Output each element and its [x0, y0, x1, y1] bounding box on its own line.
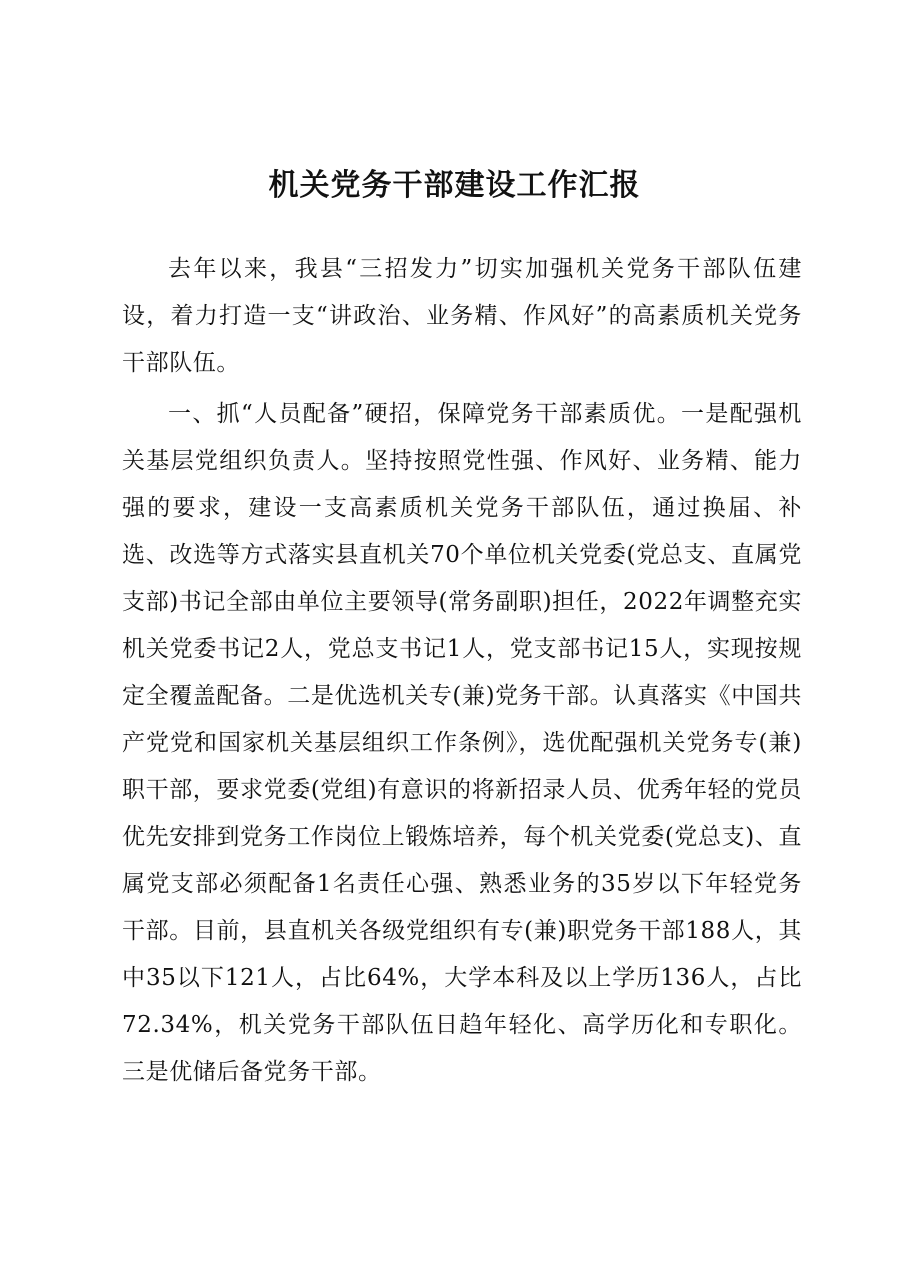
document-body: [122, 246, 802, 1100]
paragraph-intro: 去年以来，我县“三招发力”切实加强机关党务干部队伍建设，着力打造一支“讲政治、业务精、作风好”的高素质机关党务干部队伍。: [122, 256, 802, 376]
document-title: 机关党务干部建设工作汇报: [268, 168, 641, 203]
paragraph-section-one: 一、抓“人员配备”硬招，保障党务干部素质优。一是配强机关基层党组织负责人。坚持按照党性强、作风好、业务精、能力强的要求，建设一支高素质机关党务干部队伍，通过换届、补选、改选等方式落实县直机关70个单位机关党委(党总支、直属党支部)书记全部由单位主要领导(常务副职)担任，2022年调整充实机关党委书记2人，党总支书记1人，党支部书记15人，实现按规定全覆盖配备。二是优选机关专(兼)党务干部。认真落实《中国共产党党和国家机关基层组织工作条例》，选优配强机关党务专(兼)职干部，要求党委(党组)有意识的将新招录人员、优秀年轻的党员优先安排到党务工作岗位上锻炼培养，每个机关党委(党总支)、直属党支部必须配备1名责任心强、熟悉业务的35岁以下年轻党务干部。目前，县直机关各级党组织有专(兼)职党务干部188人，其中35以下121人，占比64%，大学本科及以上学历136人，占比72.34%，机关党务干部队伍日趋年轻化、高学历化和专职化。三是优储后备党务干部。: [122, 401, 802, 1085]
